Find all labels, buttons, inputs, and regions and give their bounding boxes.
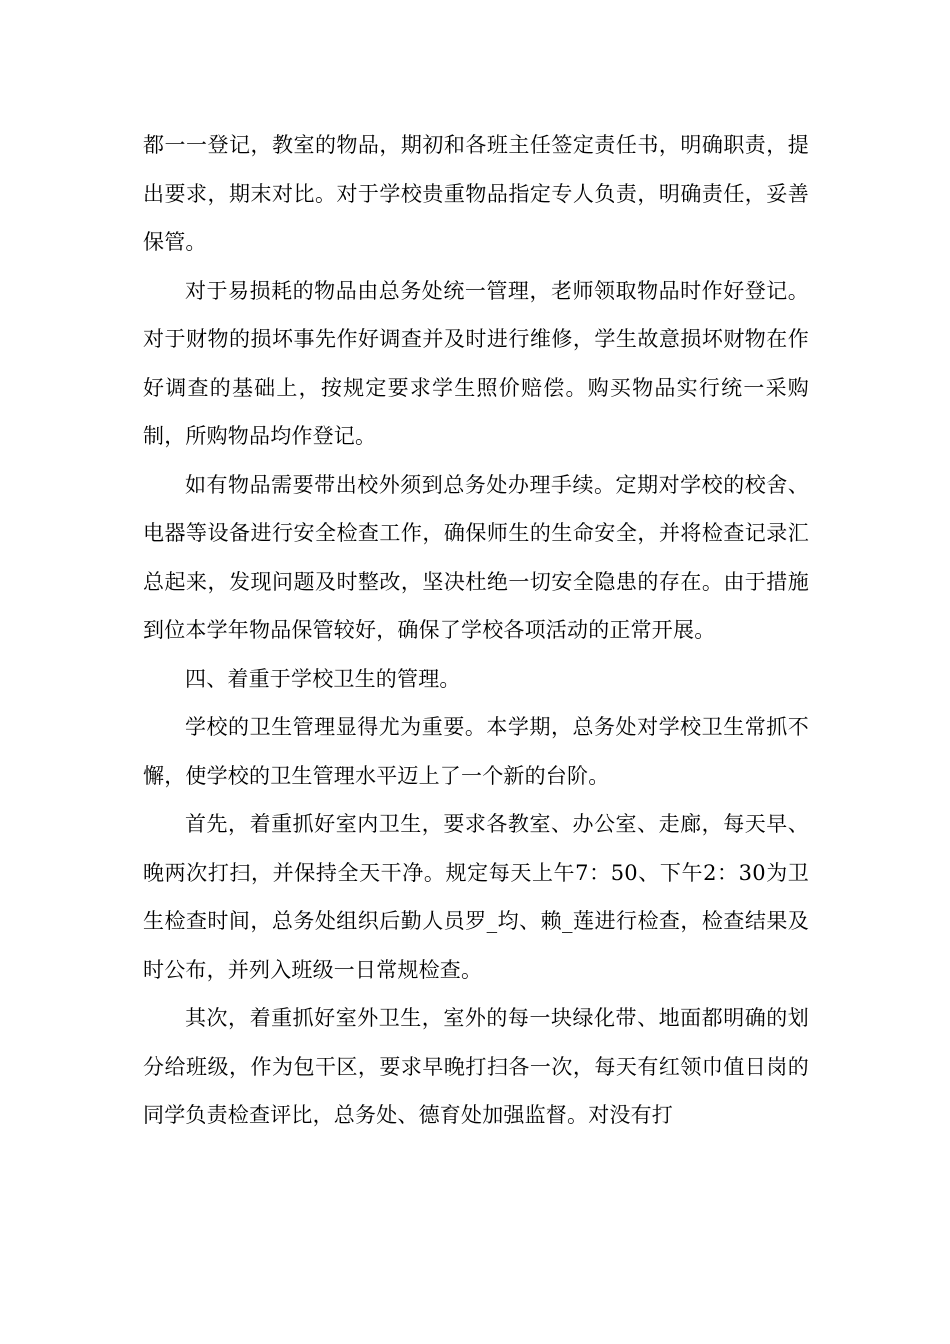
- paragraph-hygiene-intro: 学校的卫生管理显得尤为重要。本学期，总务处对学校卫生常抓不懈，使学校的卫生管理水平迈上了一个新的台阶。: [143, 715, 809, 788]
- paragraph-continued: 都一一登记，教室的物品，期初和各班主任签定责任书，明确职责，提出要求，期末对比。对于学校贵重物品指定专人负责，明确责任，妥善保管。: [143, 133, 809, 254]
- paragraph-consumables: 对于易损耗的物品由总务处统一管理，老师领取物品时作好登记。对于财物的损坏事先作好调查并及时进行维修，学生故意损坏财物在作好调查的基础上，按规定要求学生照价赔偿。购买物品实行统一采购制，所购物品均作登记。: [143, 278, 809, 448]
- paragraph-outdoor-hygiene: 其次，着重抓好室外卫生，室外的每一块绿化带、地面都明确的划分给班级，作为包干区，要求早晚打扫各一次，每天有红领巾值日岗的同学负责检查评比，总务处、德育处加强监督。对没有打: [143, 1006, 809, 1127]
- section-heading-hygiene: 四、着重于学校卫生的管理。: [185, 666, 461, 691]
- paragraph-safety-check: 如有物品需要带出校外须到总务处办理手续。定期对学校的校舍、电器等设备进行安全检查工作，确保师生的生命安全，并将检查记录汇总起来，发现问题及时整改，坚决杜绝一切安全隐患的存在。由于措施到位本学年物品保管较好，确保了学校各项活动的正常开展。: [143, 472, 809, 642]
- document-body: [143, 121, 809, 1140]
- paragraph-indoor-hygiene: 首先，着重抓好室内卫生，要求各教室、办公室、走廊，每天早、晚两次打扫，并保持全天干净。规定每天上午7：50、下午2：30为卫生检查时间，总务处组织后勤人员罗_均、赖_莲进行检查，检查结果及时公布，并列入班级一日常规检查。: [143, 812, 809, 982]
